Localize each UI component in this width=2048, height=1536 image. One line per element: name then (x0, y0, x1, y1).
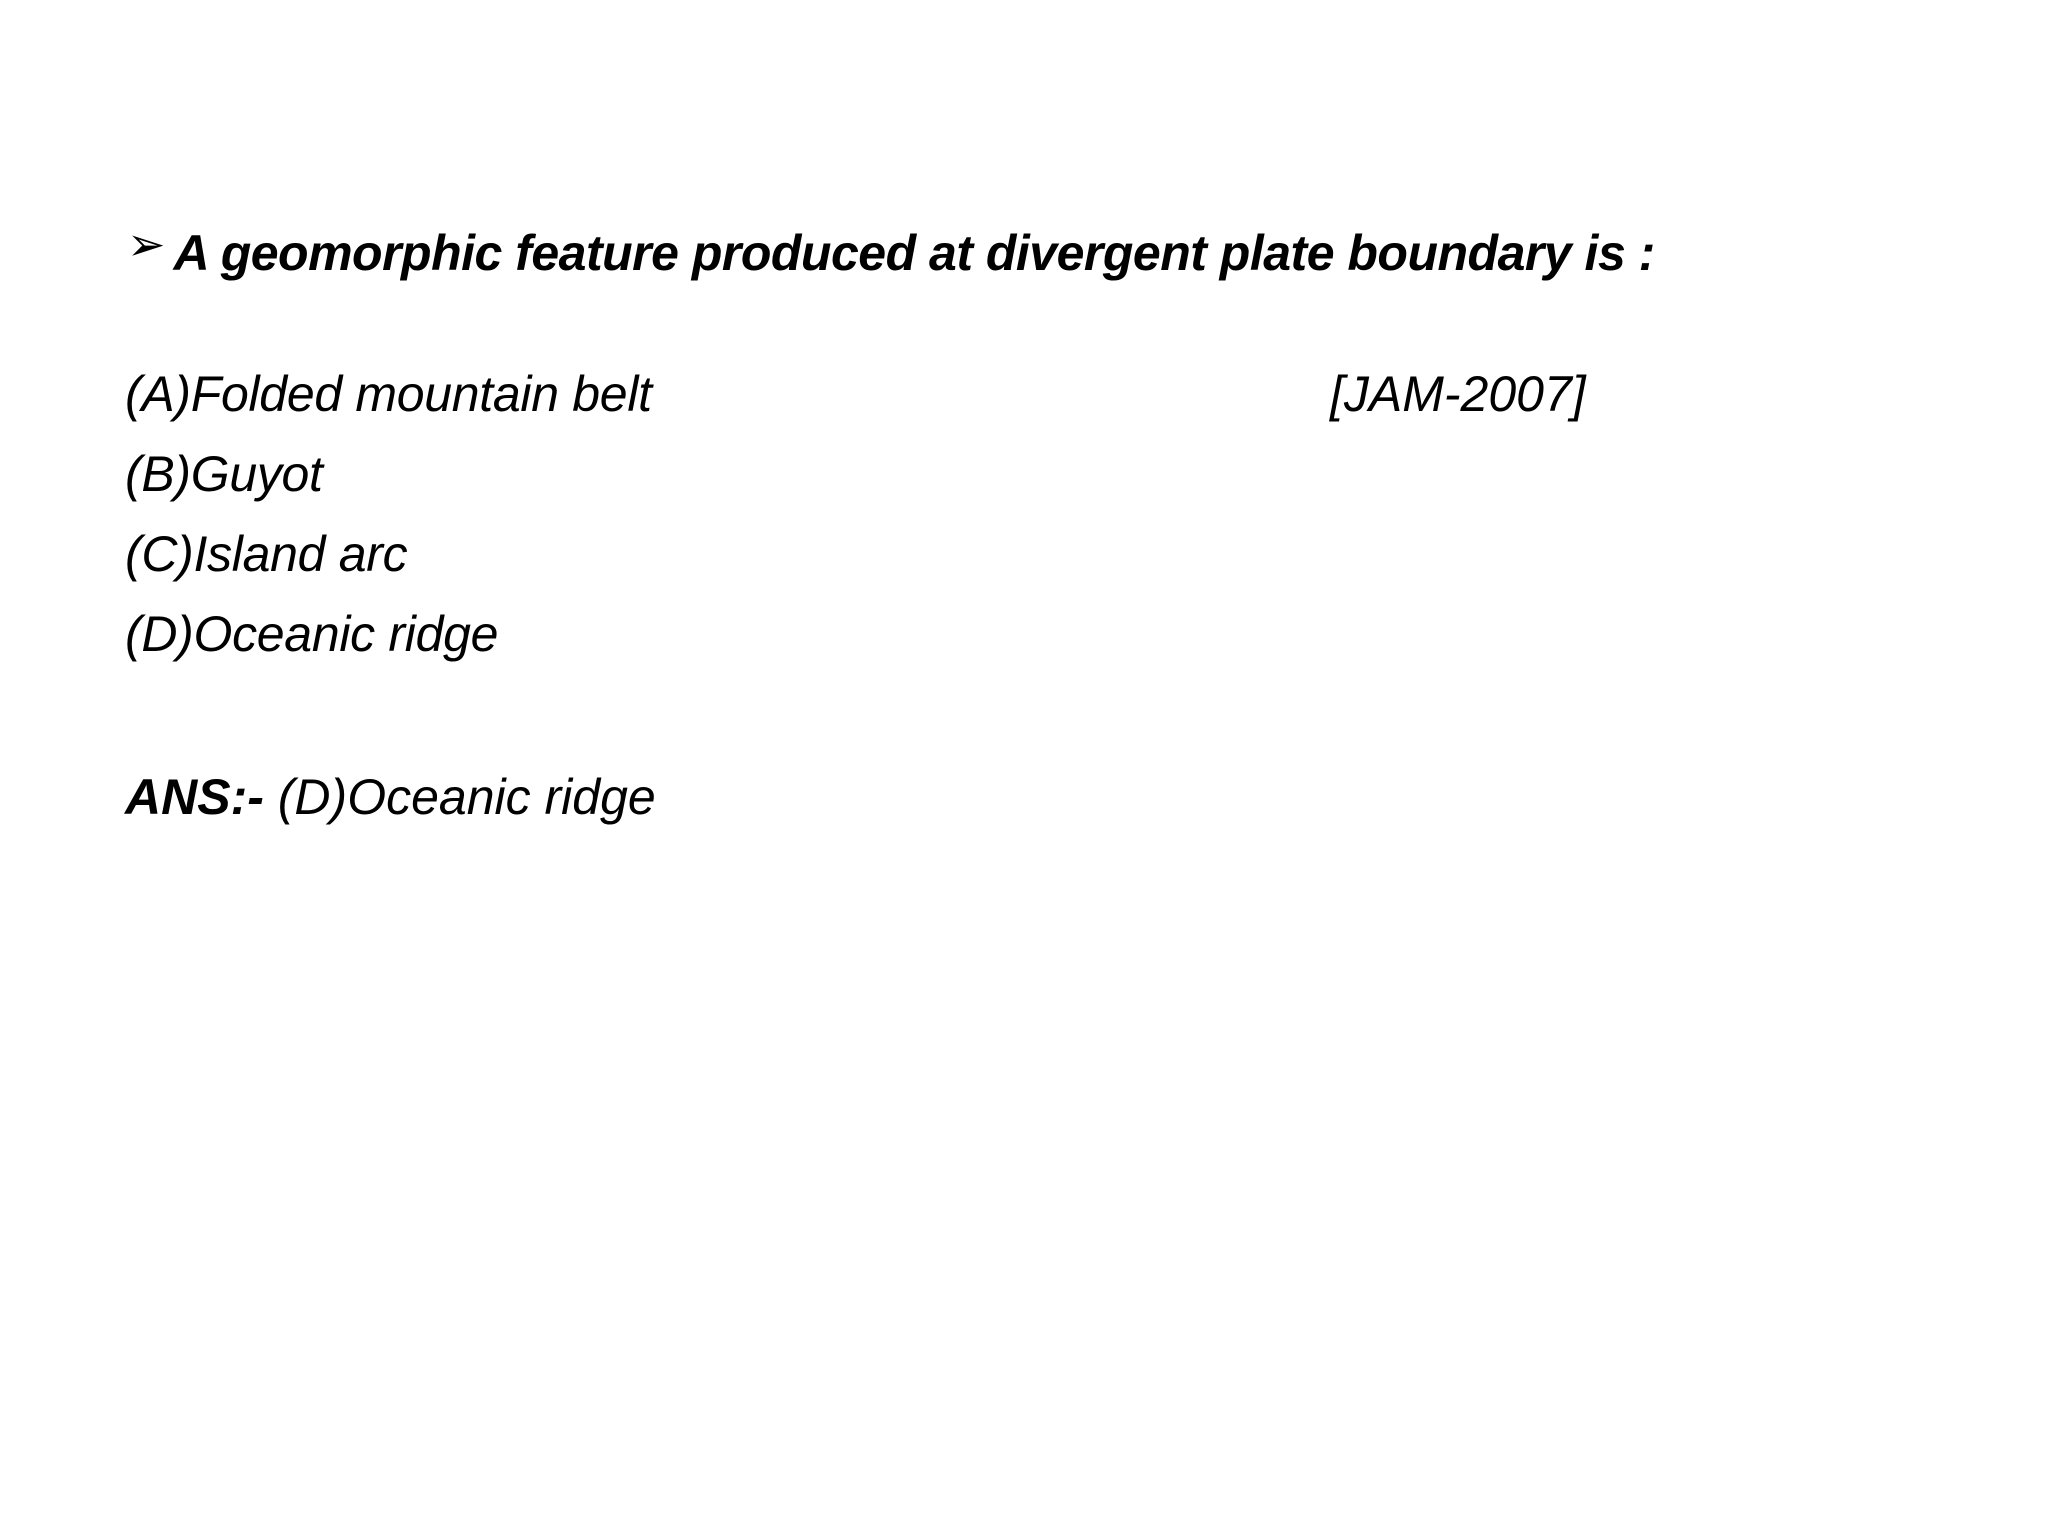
arrowhead-bullet-icon: ➢ (127, 218, 166, 270)
answer-label: ANS:- (125, 769, 264, 825)
answer-value: (D)Oceanic ridge (277, 769, 656, 825)
option-c: (C)Island arc (125, 526, 408, 582)
question (127, 218, 1655, 284)
option-a: (A)Folded mountain belt (125, 366, 652, 422)
option-d: (D)Oceanic ridge (125, 606, 499, 662)
answer (125, 766, 656, 828)
question-text: A geomorphic feature produced at divergent plate boundary is : (173, 225, 1655, 281)
source-tag: [JAM-2007] (1330, 366, 1586, 422)
option-b: (B)Guyot (125, 446, 323, 502)
